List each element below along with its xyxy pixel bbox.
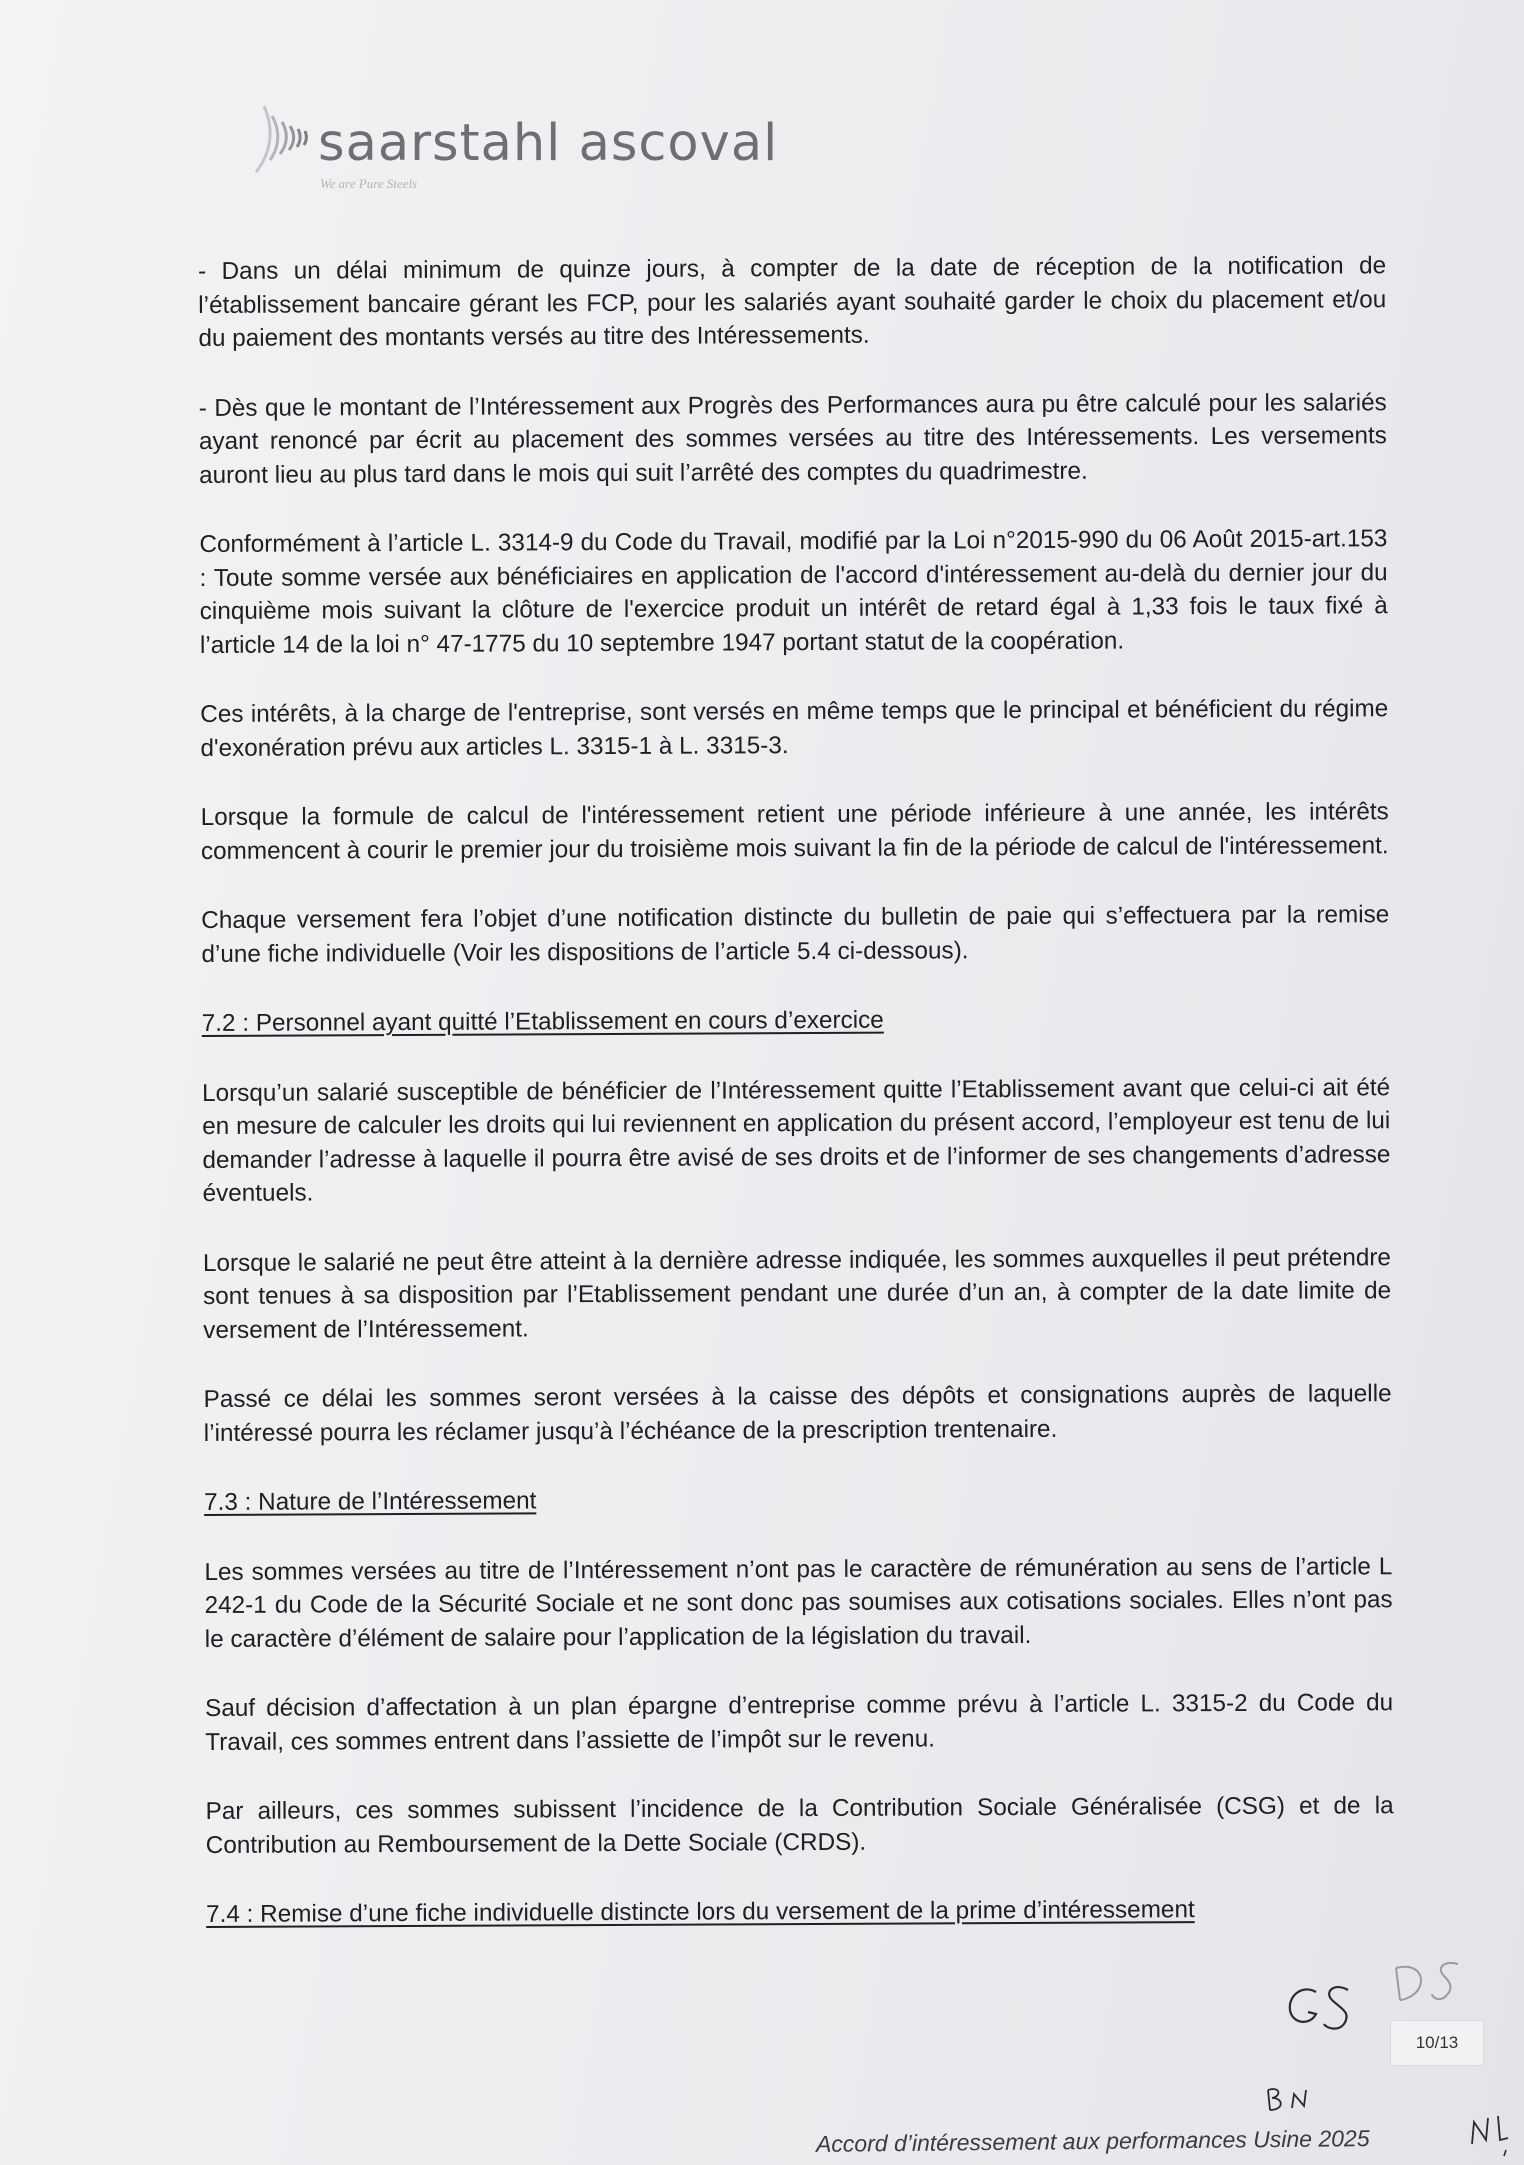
paragraph: Lorsqu’un salarié susceptible de bénéficier de l’Intéressement quitte l’Etablissement avant que celui-ci ait été en mesure de calculer les droits qui lui reviennent en application du présent accord, l’employeur est tenu de lui demander l’adresse à laquelle il pourra être avisé de ses droits et de l’informer de ses changements d’adresse éventuels. xyxy=(202,1073,1391,1207)
initials-bn xyxy=(1262,2082,1318,2116)
logo-name: saarstahl ascoval xyxy=(318,114,779,173)
company-logo xyxy=(250,100,779,191)
footer-text: Accord d’intéressement aux performances Usine 2025 xyxy=(815,2125,1370,2157)
logo-tagline: We are Pure Steels xyxy=(320,176,418,191)
initials-gs xyxy=(1282,1978,1362,2036)
paragraph: Par ailleurs, ces sommes subissent l’incidence de la Contribution Sociale Généralisée (CSG) et de la Contribution au Remboursement de la Dette Sociale (CRDS). xyxy=(205,1792,1394,1859)
paragraph: - Dès que le montant de l’Intéressement aux Progrès des Performances aura pu être calculé pour les salariés ayant renoncé par écrit au placement des sommes versées au titre des Intéressements. Les versements auront lieu au plus tard dans le mois qui suit l’arrêté des comptes du quadrimestre. xyxy=(198,388,1387,489)
page-number: 10/13 xyxy=(1390,2020,1484,2066)
section-heading: 7.4 : Remise d’une fiche individuelle distincte lors du versement de la prime d’intéressement xyxy=(206,1896,1195,1928)
initials-nl xyxy=(1466,2110,1518,2158)
paragraph: Les sommes versées au titre de l’Intéressement n’ont pas le caractère de rémunération au sens de l’article L 242-1 du Code de la Sécurité Sociale et ne sont donc pas soumises aux cotisations sociales. Elles n’ont pas le caractère d’élément de salaire pour l’application de la législation du travail. xyxy=(204,1552,1393,1653)
section-heading: 7.2 : Personnel ayant quitté l’Etablissement en cours d’exercice xyxy=(201,1006,884,1037)
paragraph: Lorsque la formule de calcul de l'intéressement retient une période inférieure à une année, les intérêts commencent à courir le premier jour du troisième mois suivant la fin de la période de calcul de l'intéressement. xyxy=(200,798,1389,865)
document-body xyxy=(198,249,1394,1967)
paragraph: Lorsque le salarié ne peut être atteint à la dernière adresse indiquée, les sommes auxquelles il peut prétendre sont tenues à sa disposition par l’Etablissement pendant une durée d’un an, à compter de la date limite de versement de l’Intéressement. xyxy=(202,1243,1392,1344)
initials-ds xyxy=(1388,1958,1468,2008)
section-heading: 7.3 : Nature de l’Intéressement xyxy=(204,1487,537,1516)
paragraph: Conformément à l’article L. 3314-9 du Code du Travail, modifié par la Loi n°2015-990 du 06 Août 2015-art.153 : Toute somme versée aux bénéficiaires en application de l'accord d'intéressement au-delà du dernier jour du cinquième mois suivant la clôture de l'exercice produit un intérêt de retard égal à 1,33 fois le taux fixé à l’article 14 de la loi n° 47-1775 du 10 septembre 1947 portant statut de la coopération. xyxy=(199,525,1388,659)
paragraph: Ces intérêts, à la charge de l'entreprise, sont versés en même temps que le principal et bénéficient du régime d'exonération prévu aux articles L. 3315-1 à L. 3315-3. xyxy=(200,695,1389,762)
paragraph: Chaque versement fera l’objet d’une notification distincte du bulletin de paie qui s’effectuera par la remise d’une fiche individuelle (Voir les dispositions de l’article 5.4 ci-dessous). xyxy=(201,901,1390,968)
paragraph: Passé ce délai les sommes seront versées à la caisse des dépôts et consignations auprès de laquelle l’intéressé pourra les réclamer jusqu’à l’échéance de la prescription trentenaire. xyxy=(203,1380,1392,1447)
paragraph: Sauf décision d’affectation à un plan épargne d’entreprise comme prévu à l’article L. 3315-2 du Code du Travail, ces sommes entrent dans l’assiette de l’impôt sur le revenu. xyxy=(205,1689,1394,1756)
logo-waves-icon xyxy=(250,100,314,180)
paragraph: - Dans un délai minimum de quinze jours, à compter de la date de réception de la notification de l’établissement bancaire gérant les FCP, pour les salariés ayant souhaité garder le choix du placement et/ou du paiement des montants versés au titre des Intéressements. xyxy=(198,252,1387,352)
